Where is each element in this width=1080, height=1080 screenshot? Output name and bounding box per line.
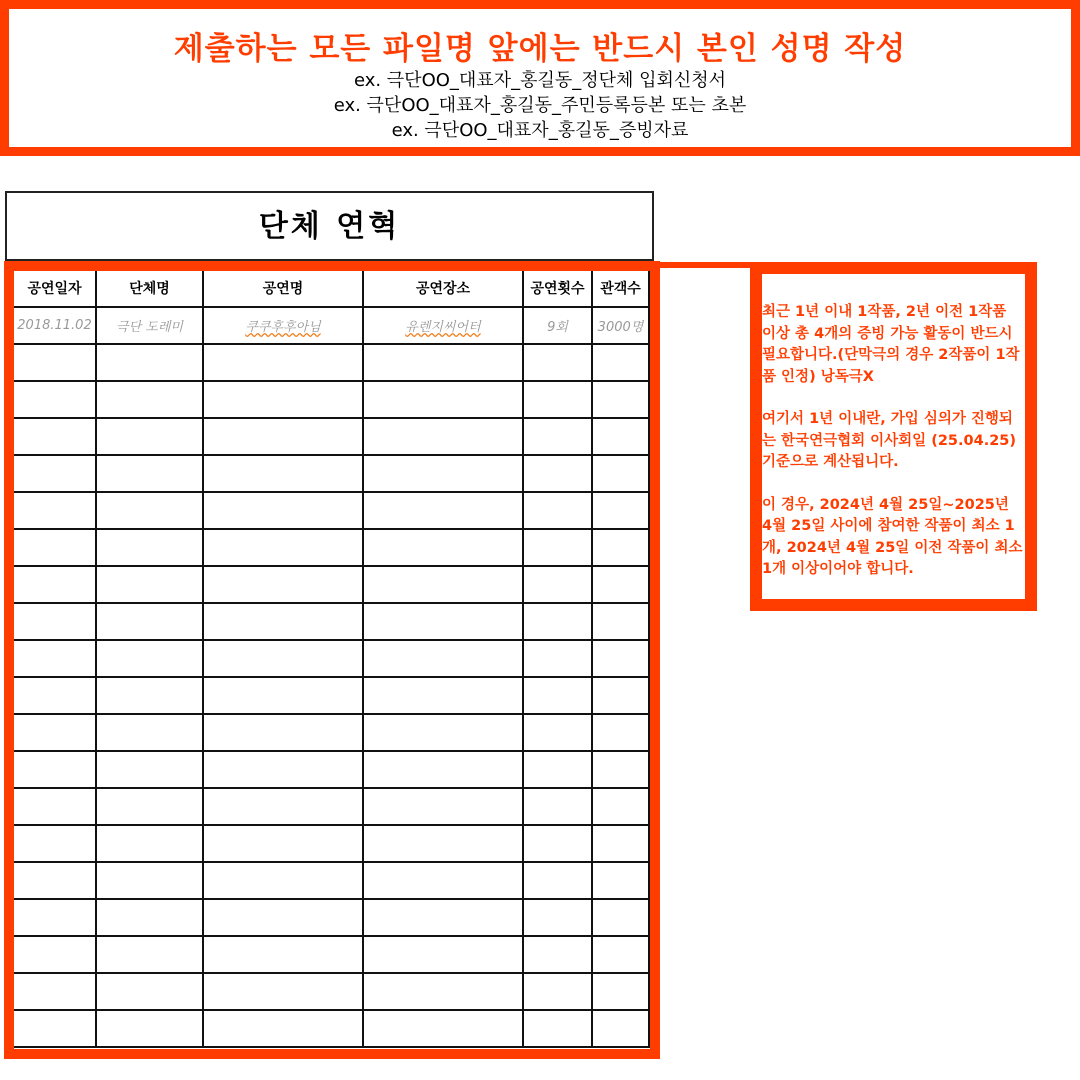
note-paragraph: 여기서 1년 이내란, 가입 심의가 진행되는 한국연극협회 이사회일 (25.04.25)기준으로 계산됩니다. [762,411,1017,470]
filename-notice-box [0,0,1080,156]
header-count: 공연횟수 [523,269,592,307]
notice-title: 제출하는 모든 파일명 앞에는 반드시 본인 성명 작성 [173,31,907,67]
requirements-note [750,262,1037,611]
note-paragraph: 최근 1년 이내 1작품, 2년 이전 1작품 이상 총 4개의 증빙 가능 활동이 반드시 필요합니다.(단막극의 경우 2작품이 1작품 인정) 낭독극X [762,304,1020,385]
header-audience: 관객수 [592,269,649,307]
cell-count[interactable]: 9회 [523,307,592,344]
note-paragraph: 이 경우, 2024년 4월 25일~2025년 4월 25일 사이에 참여한 작품이 최소 1개, 2024년 4월 25일 이전 작품이 최소 1개 이상이어야 합니다. [762,496,1023,577]
sheet-title: 단체 연혁 [258,209,401,244]
cell-venue[interactable]: 유렌지씨어터 [363,307,523,344]
notice-example: ex. 극단OO_대표자_홍길동_증빙자료 [391,120,689,141]
header-group: 단체명 [96,269,203,307]
header-date: 공연일자 [13,269,96,307]
cell-group[interactable]: 극단 도레미 [96,307,203,344]
header-show: 공연명 [203,269,363,307]
cell-show[interactable]: 쿠쿠후후아님 [203,307,363,344]
notice-example: ex. 극단OO_대표자_홍길동_주민등록등본 또는 초본 [333,95,747,116]
header-venue: 공연장소 [363,269,523,307]
connector-line [655,262,753,268]
notice-example: ex. 극단OO_대표자_홍길동_정단체 입회신청서 [353,70,727,91]
table-highlight-frame [4,261,660,1059]
cell-date[interactable]: 2018.11.02 [13,307,96,344]
sheet-title-box [5,191,654,261]
cell-audience[interactable]: 3000명 [592,307,649,344]
